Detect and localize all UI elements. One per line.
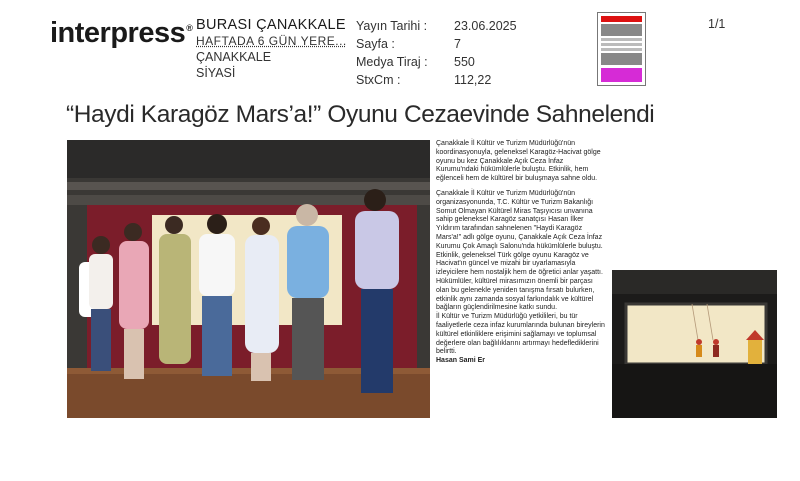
person [199,214,235,376]
article-lead: Çanakkale İl Kültür ve Turizm Müdürlüğü'nün koordinasyonuyla, geleneksel Karagöz-Hacivat gölge oyunu bu kez Çanakkale Açık Ceza İnfaz Kurumu'ndaki hükümlülerle buluştu. Etkinlik, hem eğlenceli hem de kültürel bir buluşmaya sahne oldu. [436,140,601,183]
page-count: 1/1 [708,17,726,31]
meta-label: Medya Tiraj : [356,55,428,69]
meta-label: Yayın Tarihi : [356,19,428,33]
group-photo [67,140,430,418]
meta-row [356,17,534,35]
person [355,189,399,393]
meta-row [356,35,534,53]
meta-label: StxCm : [356,73,401,87]
meta-value: 7 [454,37,461,51]
publication-frequency: HAFTADA 6 GÜN YERE... [196,34,347,48]
page-thumbnail[interactable] [597,12,646,86]
publication-city: ÇANAKKALE [196,50,272,64]
publication-info [196,17,347,81]
article-paragraph: Çanakkale İl Kültür ve Turizm Müdürlüğü'nün organizasyonunda, T.C. Kültür ve Turizm Bakanlığı Somut Olmayan Kültürel Miras Taşıyıcısı unvanına sahip geleneksel Karagöz sanatçısı Hasan İlker Yıldırım tarafından sahnelenen "Haydi Karagöz Mars'a!" adlı gölge oyunu, Çanakkale Açık Ceza İnfaz Kurumu Çok Amaçlı Salonu'nda hükümlülerle buluştu. Etkinlik, geleneksel Türk gölge oyunu Karagöz ve Hacivat'ın güncel ve mizahi bir uyarlamasıyla izleyicilere hem nostaljik hem de öğretici anlar yaşattı. Hükümlüler, kültürel mirasımızın önemli bir parçası olan bu gelenekle yeniden tanışma fırsatı bulurken, etkinlik aynı zamanda sosyal farkındalık ve kültürel bağların güçlendirilmesine katkı sundu. [436,189,603,312]
meta-value: 112,22 [454,73,492,87]
article-paragraph: İl Kültür ve Turizm Müdürlüğü yetkilileri, bu tür faaliyetlerle ceza infaz kurumlarında bulunan bireylerin kültürel etkinliklere erişimini sağlamayı ve toplumsal değerlere olan bağlılıklarını artırmayı hedeflediklerini belirtti. [436,313,605,356]
meta-row [356,71,534,89]
person [287,204,329,380]
person [89,236,113,371]
meta-value: 550 [454,55,475,69]
meta-row [356,53,534,71]
shadow-play-photo [612,270,777,418]
interpress-logo: interpress® [50,17,193,49]
meta-value: 23.06.2025 [454,19,517,33]
shadow-puppet [713,339,719,357]
person [159,216,191,364]
publication-name: BURASI ÇANAKKALE [196,17,346,33]
article-author: Hasan Sami Er [436,357,486,365]
article-title: “Haydi Karagöz Mars’a!” Oyunu Cezaevinde Sahnelendi [66,101,655,128]
clipping-metadata [356,17,534,89]
meta-label: Sayfa : [356,37,395,51]
publication-category: SİYASİ [196,66,236,80]
article-body [436,140,606,372]
shadow-puppet [696,339,702,357]
